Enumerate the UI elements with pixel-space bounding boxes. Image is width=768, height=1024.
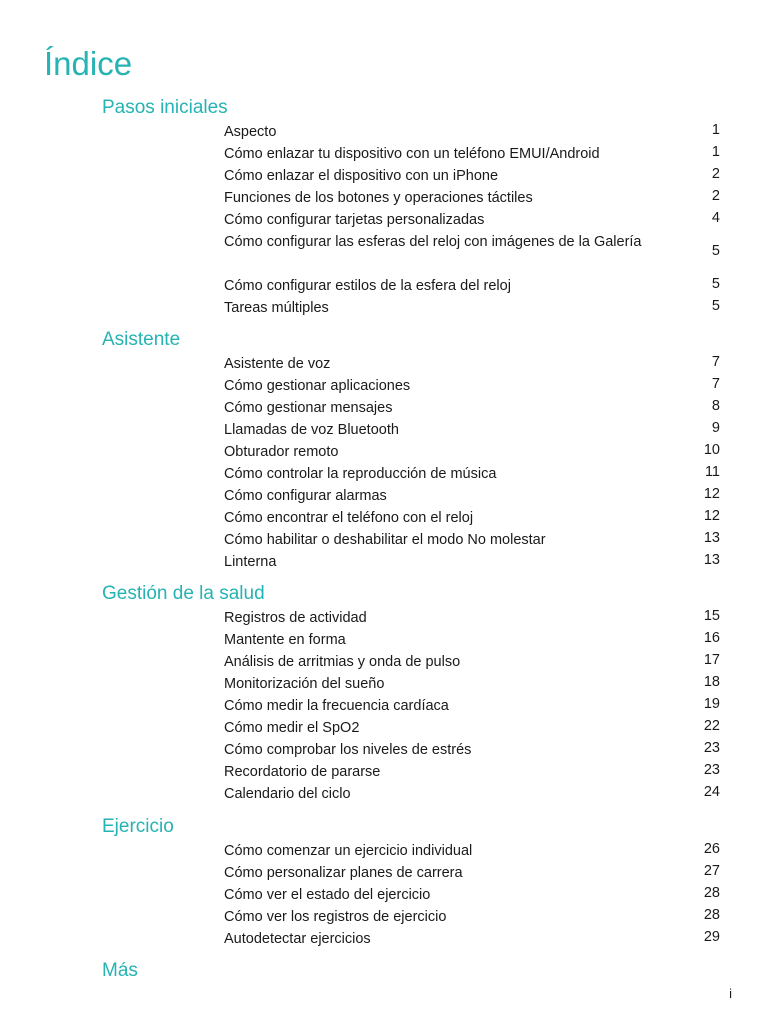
toc-entry-title: Cómo medir la frecuencia cardíaca xyxy=(224,698,449,714)
page-number-footer: i xyxy=(729,986,732,1001)
toc-entry-page-number: 4 xyxy=(711,210,720,226)
toc-entry-page-number: 17 xyxy=(703,652,720,668)
toc-entry-page-number: 16 xyxy=(703,630,720,646)
toc-entry-page-number: 7 xyxy=(711,354,720,370)
toc-entry-page-number: 1 xyxy=(711,122,720,138)
toc-entry-title: Cómo configurar tarjetas personalizadas xyxy=(224,212,485,228)
toc-entry-page-number: 27 xyxy=(703,863,720,879)
toc-entry-page-number: 2 xyxy=(711,188,720,204)
toc-entry-page-number: 26 xyxy=(703,841,720,857)
toc-entry-title: Linterna xyxy=(224,554,277,570)
toc-entry-page-number: 12 xyxy=(703,486,720,502)
toc-entry-title: Cómo gestionar aplicaciones xyxy=(224,378,411,394)
toc-entry-title: Cómo ver el estado del ejercicio xyxy=(224,887,431,903)
toc-entry-page-number: 29 xyxy=(703,929,720,945)
section-heading[interactable]: Más xyxy=(102,960,138,981)
toc-entry-page-number: 18 xyxy=(703,674,720,690)
toc-entry-page-number: 10 xyxy=(703,442,720,458)
toc-entry-page-number: 22 xyxy=(703,718,720,734)
section-heading[interactable]: Asistente xyxy=(102,329,181,350)
toc-entry-title: Llamadas de voz Bluetooth xyxy=(224,422,399,438)
toc-entry-title: Cómo configurar las esferas del reloj con imágenes de la Galería xyxy=(224,234,642,250)
toc-entry-title: Calendario del ciclo xyxy=(224,786,351,802)
toc-entry-title: Aspecto xyxy=(224,124,277,140)
toc-entry-page-number: 5 xyxy=(711,243,720,259)
toc-entry-page-number: 9 xyxy=(711,420,720,436)
toc-entry-page-number: 28 xyxy=(703,885,720,901)
toc-entry-page-number: 23 xyxy=(703,762,720,778)
page-title: Índice xyxy=(44,45,133,82)
toc-entry-title: Tareas múltiples xyxy=(224,300,329,316)
toc-entry-title: Mantente en forma xyxy=(224,632,346,648)
section-heading[interactable]: Gestión de la salud xyxy=(102,583,265,604)
toc-entry-page-number: 8 xyxy=(711,398,720,414)
toc-entry-page-number: 5 xyxy=(711,298,720,314)
toc-entry-title: Obturador remoto xyxy=(224,444,339,460)
toc-entry-page-number: 2 xyxy=(711,166,720,182)
toc-entry-page-number: 5 xyxy=(711,276,720,292)
toc-entry-page-number: 1 xyxy=(711,144,720,160)
toc-entry-title: Asistente de voz xyxy=(224,356,331,372)
toc-entry-page-number: 15 xyxy=(703,608,720,624)
section-heading[interactable]: Ejercicio xyxy=(102,816,174,837)
toc-entry-title: Cómo enlazar el dispositivo con un iPhone xyxy=(224,168,499,184)
toc-entry-title: Monitorización del sueño xyxy=(224,676,385,692)
toc-entry-title: Cómo comenzar un ejercicio individual xyxy=(224,843,473,859)
toc-entry-title: Recordatorio de pararse xyxy=(224,764,381,780)
toc-entry-title: Autodetectar ejercicios xyxy=(224,931,371,947)
toc-entry-title: Análisis de arritmias y onda de pulso xyxy=(224,654,461,670)
section-heading[interactable]: Pasos iniciales xyxy=(102,97,228,118)
toc-entry-page-number: 12 xyxy=(703,508,720,524)
toc-entry-title: Funciones de los botones y operaciones táctiles xyxy=(224,190,533,206)
toc-entry-page-number: 24 xyxy=(703,784,720,800)
toc-entry-page-number: 13 xyxy=(703,530,720,546)
toc-entry-title: Cómo medir el SpO2 xyxy=(224,720,360,736)
toc-entry-page-number: 19 xyxy=(703,696,720,712)
toc-entry-title: Cómo personalizar planes de carrera xyxy=(224,865,463,881)
toc-entry-title: Cómo habilitar o deshabilitar el modo No molestar xyxy=(224,532,546,548)
toc-entry-page-number: 13 xyxy=(703,552,720,568)
toc-entry-page-number: 7 xyxy=(711,376,720,392)
toc-entry-title: Cómo gestionar mensajes xyxy=(224,400,393,416)
toc-entry-title: Registros de actividad xyxy=(224,610,367,626)
toc-entry-page-number: 23 xyxy=(703,740,720,756)
toc-entry-title: Cómo ver los registros de ejercicio xyxy=(224,909,447,925)
toc-entry-page-number: 11 xyxy=(704,464,720,480)
toc-entry-title: Cómo controlar la reproducción de música xyxy=(224,466,497,482)
toc-entry-title: Cómo configurar estilos de la esfera del reloj xyxy=(224,278,511,294)
toc-entry-title: Cómo encontrar el teléfono con el reloj xyxy=(224,510,474,526)
toc-entry-title: Cómo enlazar tu dispositivo con un teléfono EMUI/Android xyxy=(224,146,600,162)
toc-entry-page-number: 28 xyxy=(703,907,720,923)
toc-entry-title: Cómo comprobar los niveles de estrés xyxy=(224,742,472,758)
toc-entry-title: Cómo configurar alarmas xyxy=(224,488,387,504)
